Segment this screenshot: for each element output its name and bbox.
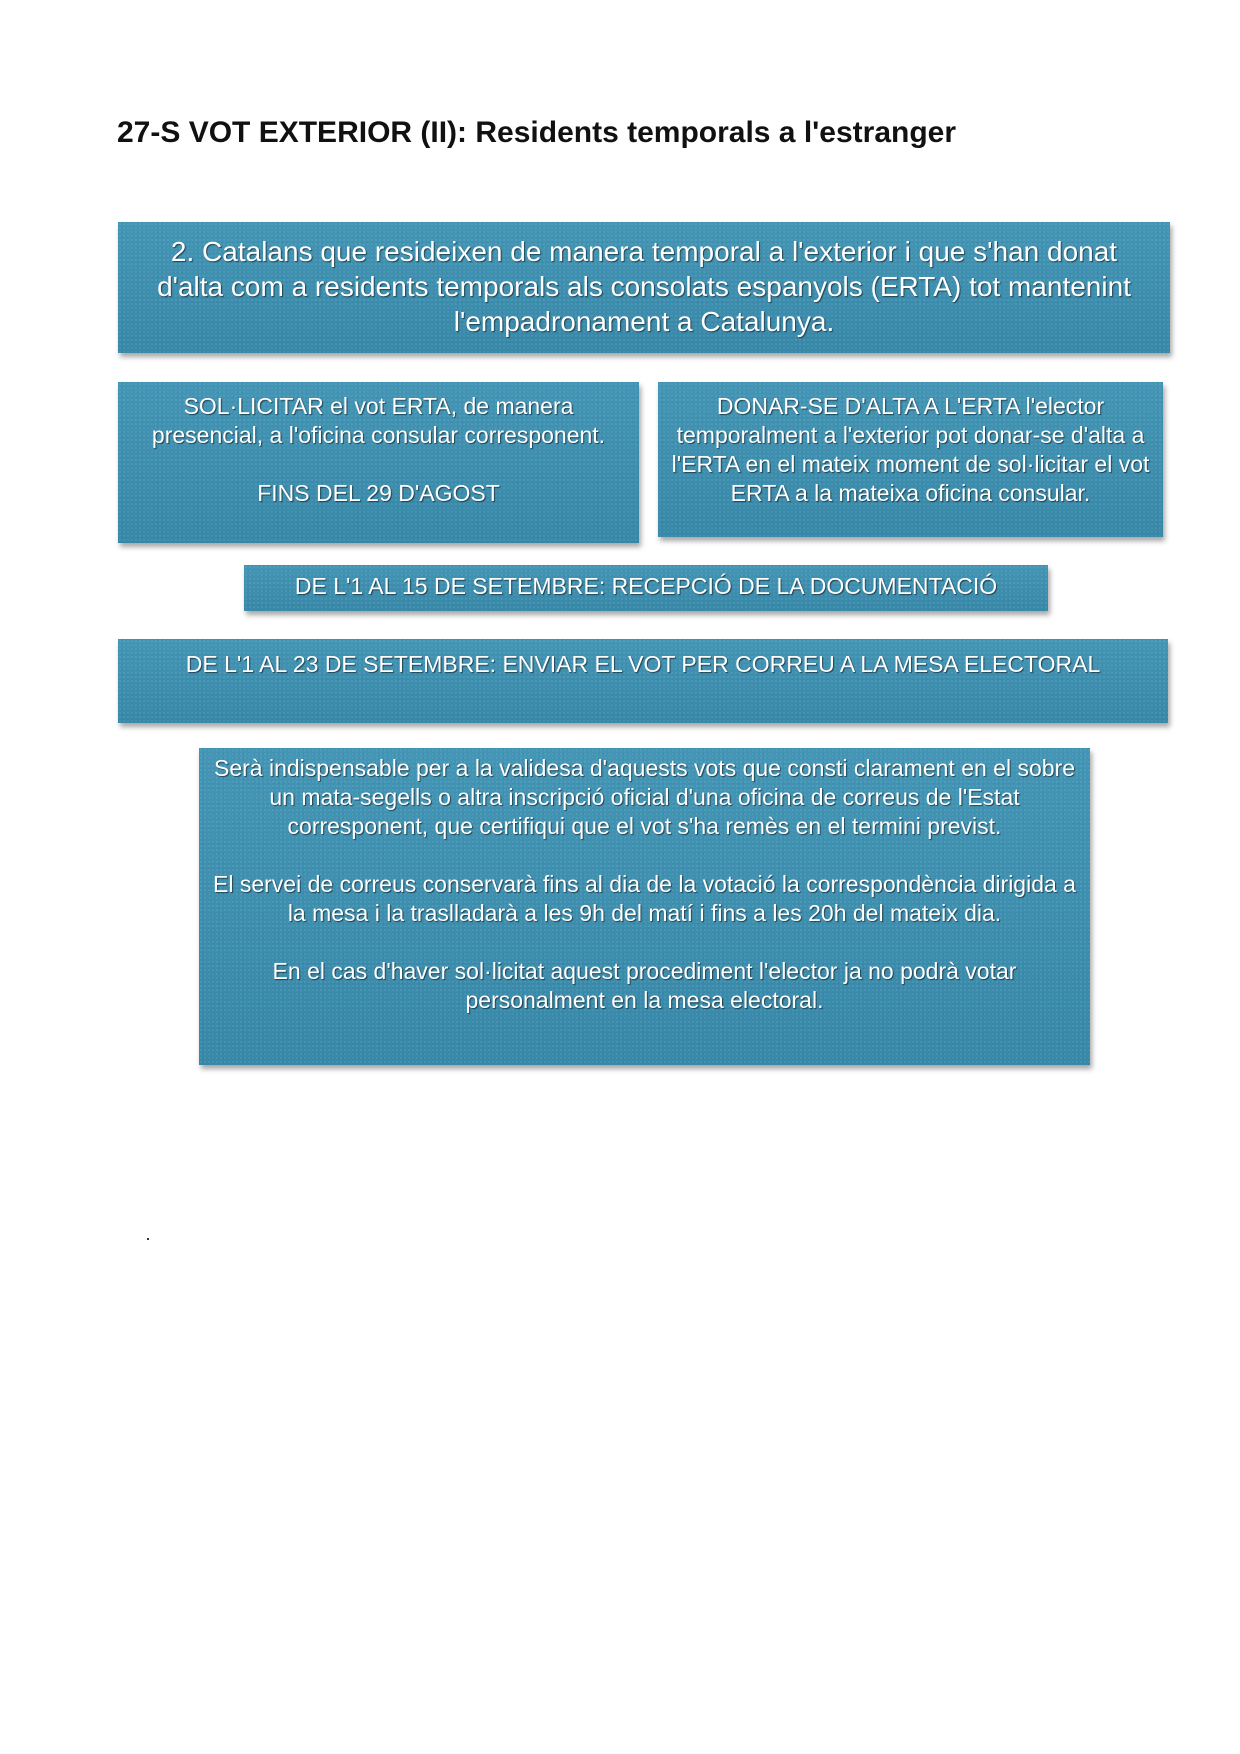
spacer	[209, 928, 1080, 957]
mail-vote-date-text: DE L'1 AL 23 DE SETEMBRE: ENVIAR EL VOT PER CORREU A LA MESA ELECTORAL	[185, 651, 1101, 677]
intro-text: 2. Catalans que resideixen de manera temporal a l'exterior i que s'han donat d'alta com a residents temporals als consolats espanyols (ERTA) tot mantenint l'empadronament a Catalunya.	[157, 236, 1131, 337]
notes-paragraph-no-in-person: En el cas d'haver sol·licitat aquest procediment l'elector ja no podrà votar personalment en la mesa electoral.	[272, 958, 1017, 1013]
notes-paragraph-postmark: Serà indispensable per a la validesa d'aquests vots que consti clarament en el sobre un mata-segells o altra inscripció oficial d'una oficina de correus de l'Estat corresponent, que certifiqui que el vot s'ha remès en el termini previst.	[213, 755, 1076, 839]
page-title: 27-S VOT EXTERIOR (II): Residents temporals a l'estranger	[117, 116, 957, 149]
request-vote-box	[118, 382, 639, 543]
footer-dot	[147, 1238, 149, 1240]
register-erta-box	[658, 382, 1163, 537]
spacer	[209, 841, 1080, 870]
validity-notes-box	[199, 748, 1090, 1065]
intro-box	[118, 222, 1170, 353]
reception-date-text: DE L'1 AL 15 DE SETEMBRE: RECEPCIÓ DE LA DOCUMENTACIÓ	[294, 573, 998, 599]
mail-vote-date-bar	[118, 639, 1168, 723]
request-deadline: FINS DEL 29 D'AGOST	[257, 480, 500, 506]
reception-date-bar	[244, 565, 1048, 611]
notes-paragraph-mail-service: El servei de correus conservarà fins al dia de la votació la correspondència dirigida a la mesa i la traslladarà a les 9h del matí i fins a les 20h del mateix dia.	[213, 871, 1076, 926]
request-vote-text: SOL·LICITAR el vot ERTA, de manera presencial, a l'oficina consular corresponent.	[151, 393, 606, 448]
register-erta-text: DONAR-SE D'ALTA A L'ERTA l'elector temporalment a l'exterior pot donar-se d'alta a l'ERTA en el mateix moment de sol·licitar el vot ERTA a la mateixa oficina consular.	[671, 393, 1150, 506]
spacer	[126, 450, 631, 479]
